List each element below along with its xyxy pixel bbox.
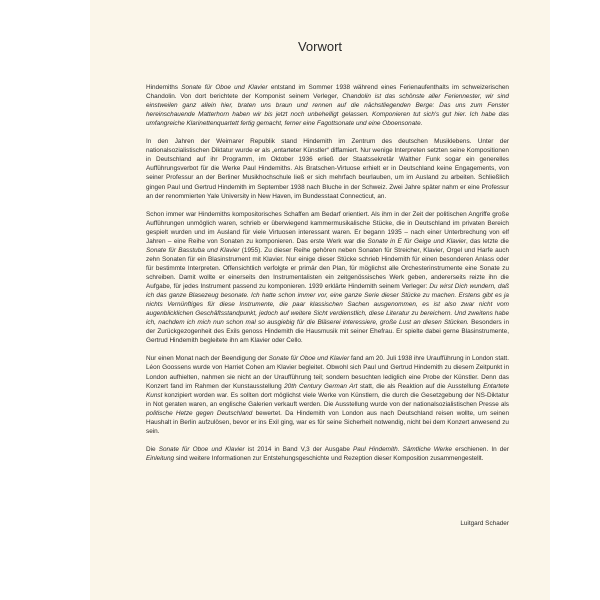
author-signature: Luitgard Schader xyxy=(460,520,509,527)
italic-run: Sonate in E für Geige und Klavier xyxy=(367,237,466,245)
text-run: (1955). Zu dieser Reihe gehören neben Sonaten für Streicher, Klavier, Orgel und Harfe auch zehn Sonaten für ein Blasinstrument mit Klavier. Nur einige dieser Stücke schrieb Hindemith für einen besonderen Anlass oder für bestimmte Interpreten. Offensichtlich verfolgte er primär den Plan, für möglichst alle Orchesterinstrumente eine Sonate zu schreiben. Damit wollte er einerseits den Instrumentalisten ein zeitgenössisches Werk geben, andererseits reizte ihn die Aufgabe, für jedes Instrument passend zu komponieren. 1939 erklärte Hindemith seinem Verleger: xyxy=(146,246,509,291)
text-run: Besonders in der Zurückgezogenheit des Exils genoss Hindemith die Hausmusik mit seiner Ehefrau. Er spielte dabei gerne Blasinstrumente, Gertrud Hindemith begleitete ihn am Klavier oder Cello. xyxy=(146,319,510,345)
text-run: sind weitere Informationen zur Entstehungsgeschichte und Rezeption dieser Komposition zusammengestellt. xyxy=(174,454,484,462)
text-run: Hindemiths xyxy=(146,84,182,91)
text-run: Schon immer war Hindemiths kompositorisches Schaffen am Bedarf orientiert. Als ihm in der Zeit der politischen Angriffe große Aufführungen unmöglich waren, schrieb er überwiegend kammermusikalische Stücke, die in Deutschland im privaten Bereich gespielt wurden und im Ausland für viele Virtuosen interessant waren. Er begann 1935 – nach einer Unterbrechung von elf Jahren – eine Reihe von Sonaten zu komponieren. Das erste Werk war die xyxy=(146,210,509,245)
paragraph-2 xyxy=(146,137,509,200)
text-run: konzipiert worden war. Es sollten dort möglichst viele Werke von Künstlern, die durch die Gesetzgebung der NS-Diktatur in Not geraten waren, an englische Galerien verkauft werden. Die Ausstellung wurde von der nationalsozialistischen Presse als xyxy=(146,391,509,408)
text-run: ist 2014 in Band V,3 der Ausgabe xyxy=(244,445,354,453)
text-run: Die xyxy=(146,445,159,453)
text-run: Nur einen Monat nach der Beendigung der xyxy=(146,355,269,363)
italic-run: Sonate für Oboe und Klavier xyxy=(158,445,245,453)
italic-run: Entartete Kunst xyxy=(146,382,509,399)
document-body xyxy=(146,83,509,463)
text-run: In den Jahren der Weimarer Republik stand Hindemith im Zentrum des deutschen Musiklebens. Unter der nationalsozialistischen Diktatur wurde er als „entarteter Künstler“ diffamiert. Nur wenige Interpreten setzten seine Kompositionen in Deutschland auf ihr Programm, im Oktober 1936 erließ der Staatssekretär Walther Funk sogar ein generelles Aufführungsverbot für die Werke Paul Hindemiths. Als Bratschen-Virtuose erhielt er in Deutschland keine Engagements, von seiner Professur an der Berliner Musikhochschule ließ er sich mehrfach beurlauben, um im Ausland zu arbeiten. Schließlich gingen Paul und Gertrud Hindemith im September 1938 nach Bluche in der Schweiz. Zwei Jahre später nahm er eine Professur an der renommierten Yale University in New Haven, im Bundesstaat Connecticut, an. xyxy=(146,138,509,200)
italic-run: Einleitung xyxy=(146,454,175,462)
text-run: , das letzte die xyxy=(465,237,509,245)
italic-run: Chandolin ist das schönste aller Feriennester, wir sind einstweilen ganz allein hier, braten uns braun und rennen auf die nächstliegenden Berge: Das uns zum Fenster hereinschauende Matterhorn haben wir bis jetzt noch unbehelligt gelassen. Komponieren tut sich's gut hier. Ich habe das umfangreiche Klarinettenquartett fertig gemacht, ferner eine Fagottsonate und eine Oboensonate. xyxy=(146,93,509,128)
text-run: erschienen. In der xyxy=(452,445,509,453)
text-run: fand am 20. Juli 1938 ihre Uraufführung in London statt. Léon Goossens wurde von Harriet Cohen am Klavier begleitet. Obwohl sich Paul und Gertrud Hindemith zu diesem Zeitpunkt in London aufhielten, nahmen sie nicht an der Uraufführung teil; sondern besuchten lediglich eine Probe der Künstler. Denn das Konzert fand im Rahmen der Kunstausstellung xyxy=(146,355,509,390)
paragraph-1 xyxy=(146,83,509,128)
italic-run: Du wirst Dich wundern, daß ich das ganze Blasezeug besonate. Ich hatte schon immer vor, eine ganze Serie dieser Stücke zu machen. Erstens gibt es ja nichts Vernünftiges für diese Instrumente, die paar klassischen Sachen ausgenommen, es ist also zwar nicht vom augenblicklichen Geschäftsstandpunkt, jedoch auf weitere Sicht verdienstlich, diese Literatur zu bereichern. Und zweitens habe ich, nachdem ich mich nun schon mal so ausgiebig für die Bläserei interessiere, große Lust an diesen Stücken. xyxy=(146,283,509,327)
italic-run: 20th Century German Art xyxy=(284,382,358,390)
text-run: statt, die als Reaktion auf die Ausstellung xyxy=(357,382,484,390)
text-run: entstand im Sommer 1938 während eines Ferienaufenthalts im schweizerischen Chandolin. Von dort berichtete der Komponist seinem Verleger, xyxy=(146,84,509,101)
italic-run: Sonate für Oboe und Klavier xyxy=(268,355,350,363)
italic-run: Sonate für Oboe und Klavier xyxy=(181,84,268,91)
italic-run: politische Hetze gegen Deutschland xyxy=(146,409,253,417)
paragraph-4 xyxy=(146,354,509,435)
italic-run: Paul Hindemith. Sämtliche Werke xyxy=(353,445,453,453)
paragraph-3 xyxy=(146,210,509,346)
paragraph-5 xyxy=(146,445,509,463)
page-title: Vorwort xyxy=(297,39,343,54)
document-page xyxy=(90,0,550,600)
text-run: bewertet. Da Hindemith von London aus nach Deutschland reisen wollte, um seinen Haushalt in Berlin aufzulösen, bevor er ins Exil ging, war es für seine Sicherheit notwendig, nicht bei dem Konzert anwesend zu sein. xyxy=(146,409,509,435)
italic-run: Sonate für Basstuba und Klavier xyxy=(146,246,240,254)
